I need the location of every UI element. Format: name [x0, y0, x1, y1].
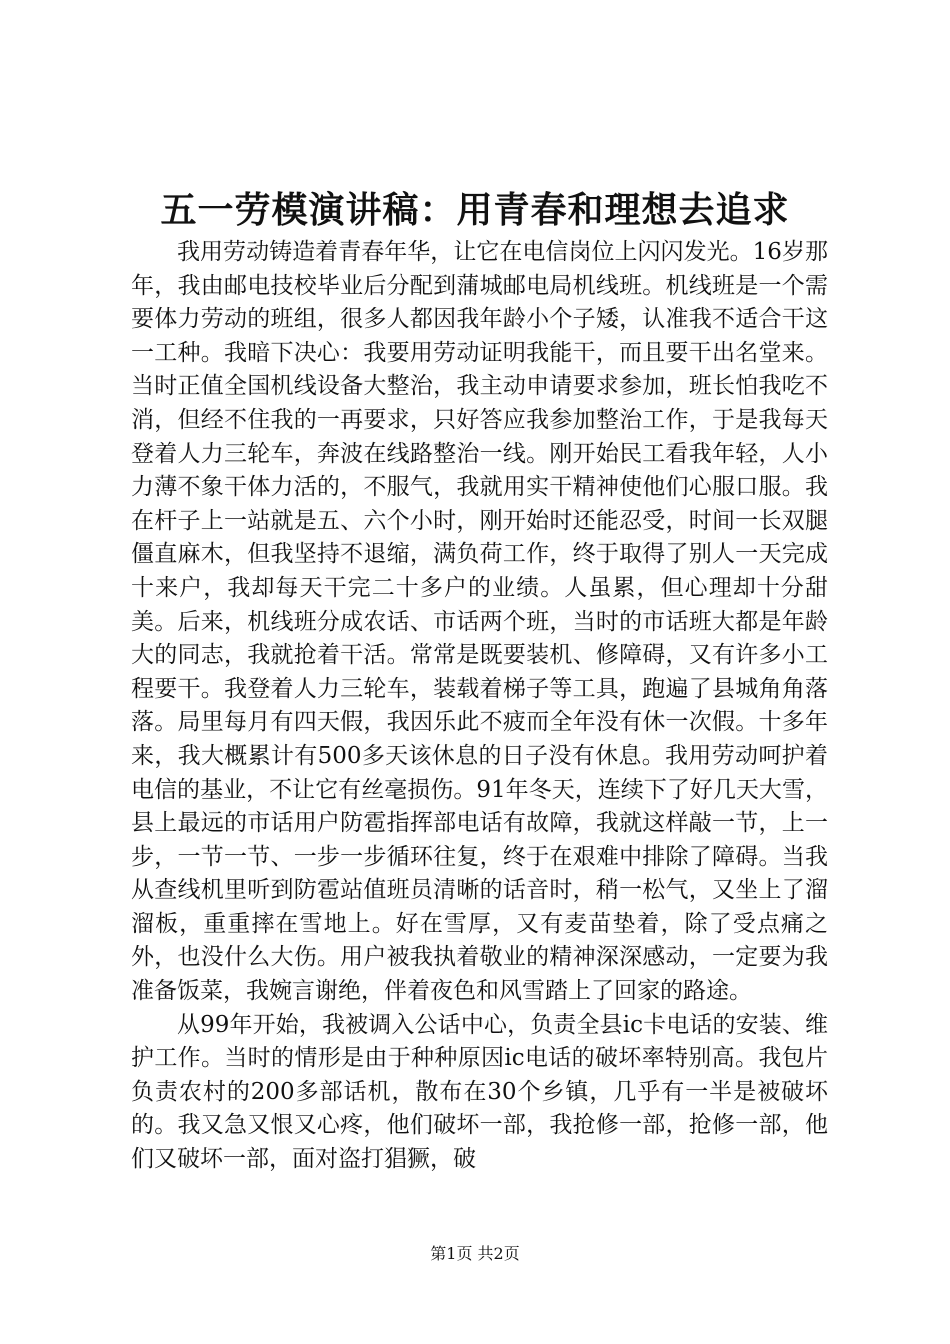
document-body — [131, 236, 828, 1177]
body-paragraph-1: 我用劳动铸造着青春年华，让它在电信岗位上闪闪发光。16岁那年，我由邮电技校毕业后分配到蒲城邮电局机线班。机线班是一个需要体力劳动的班组，很多人都因我年龄小个子矮，认准我不适合干这一工种。我暗下决心：我要用劳动证明我能干，而且要干出名堂来。当时正值全国机线设备大整治，我主动申请要求参加，班长怕我吃不消，但经不住我的一再要求，只好答应我参加整治工作，于是我每天登着人力三轮车，奔波在线路整治一线。刚开始民工看我年轻，人小力薄不象干体力活的，不服气，我就用实干精神使他们心服口服。我在杆子上一站就是五、六个小时，刚开始时还能忍受，时间一长双腿僵直麻木，但我坚持不退缩，满负荷工作，终于取得了别人一天完成十来户，我却每天干完二十多户的业绩。人虽累，但心理却十分甜美。后来，机线班分成农话、市话两个班，当时的市话班大都是年龄大的同志，我就抢着干活。常常是既要装机、修障碍，又有许多小工程要干。我登着人力三轮车，装载着梯子等工具，跑遍了县城角角落落。局里每月有四天假，我因乐此不疲而全年没有休一次假。十多年来，我大概累计有500多天该休息的日子没有休息。我用劳动呵护着电信的基业，不让它有丝毫损伤。91年冬天，连续下了好几天大雪，县上最远的市话用户防雹指挥部电话有故障，我就这样敲一节，上一步，一节一节、一步一步循环往复，终于在艰难中排除了障碍。当我从查线机里听到防雹站值班员清晰的话音时，稍一松气，又坐上了溜溜板，重重摔在雪地上。好在雪厚，又有麦苗垫着，除了受点痛之外，也没什么大伤。用户被我执着敬业的精神深深感动，一定要为我准备饭菜，我婉言谢绝，伴着夜色和风雪踏上了回家的路途。 — [131, 239, 828, 1005]
page-footer: 第1页 共2页 — [430, 1244, 520, 1263]
body-paragraph-2: 从99年开始，我被调入公话中心，负责全县ic卡电话的安装、维护工作。当时的情形是由于种种原因ic电话的破坏率特别高。我包片负责农村的200多部话机，散布在30个乡镇，几乎有一半是被破坏的。我又急又恨又心疼，他们破坏一部，我抢修一部，抢修一部，他们又破坏一部，面对盗打猖獗，破 — [131, 1011, 828, 1173]
document-title: 五一劳模演讲稿：用青春和理想去追求 — [160, 189, 790, 231]
